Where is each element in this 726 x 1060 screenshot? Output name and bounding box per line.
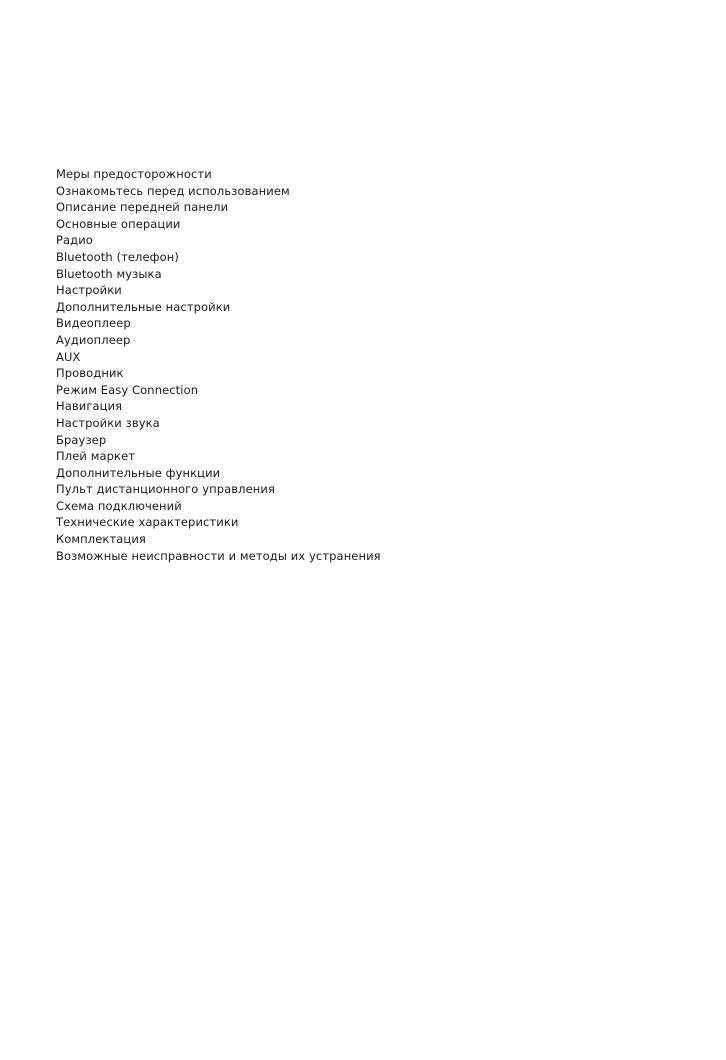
toc-item-easy-connection-mode[interactable]: Режим Easy Connection xyxy=(56,382,199,397)
toc-item-aux[interactable]: AUX xyxy=(56,349,81,364)
toc-item-safety-precautions[interactable]: Меры предосторожности xyxy=(56,167,212,181)
table-of-contents xyxy=(56,166,381,564)
toc-item-connection-diagram[interactable]: Схема подключений xyxy=(56,498,182,513)
toc-item-basic-operations[interactable]: Основные операции xyxy=(56,216,181,231)
toc-item-settings[interactable]: Настройки xyxy=(56,283,122,298)
toc-item-front-panel-description[interactable]: Описание передней панели xyxy=(56,200,229,215)
toc-item-troubleshooting[interactable]: Возможные неисправности и методы их устранения xyxy=(56,548,381,563)
toc-item-video-player[interactable]: Видеоплеер xyxy=(56,316,131,331)
toc-item-navigation[interactable]: Навигация xyxy=(56,399,123,414)
toc-item-remote-control[interactable]: Пульт дистанционного управления xyxy=(56,482,275,497)
toc-item-radio[interactable]: Радио xyxy=(56,233,93,248)
toc-item-sound-settings[interactable]: Настройки звука xyxy=(56,415,160,430)
toc-item-additional-functions[interactable]: Дополнительные функции xyxy=(56,465,221,480)
toc-item-read-before-use[interactable]: Ознакомьтесь перед использованием xyxy=(56,183,290,198)
toc-item-additional-settings[interactable]: Дополнительные настройки xyxy=(56,299,231,314)
toc-item-specifications[interactable]: Технические характеристики xyxy=(56,515,239,530)
toc-item-bluetooth-phone[interactable]: Bluetooth (телефон) xyxy=(56,249,179,264)
toc-item-browser[interactable]: Браузер xyxy=(56,432,107,447)
toc-item-play-market[interactable]: Плей маркет xyxy=(56,449,136,464)
toc-item-package-contents[interactable]: Комплектация xyxy=(56,532,146,547)
toc-item-audio-player[interactable]: Аудиоплеер xyxy=(56,332,131,347)
toc-item-file-explorer[interactable]: Проводник xyxy=(56,366,124,381)
toc-item-bluetooth-music[interactable]: Bluetooth музыка xyxy=(56,266,162,281)
